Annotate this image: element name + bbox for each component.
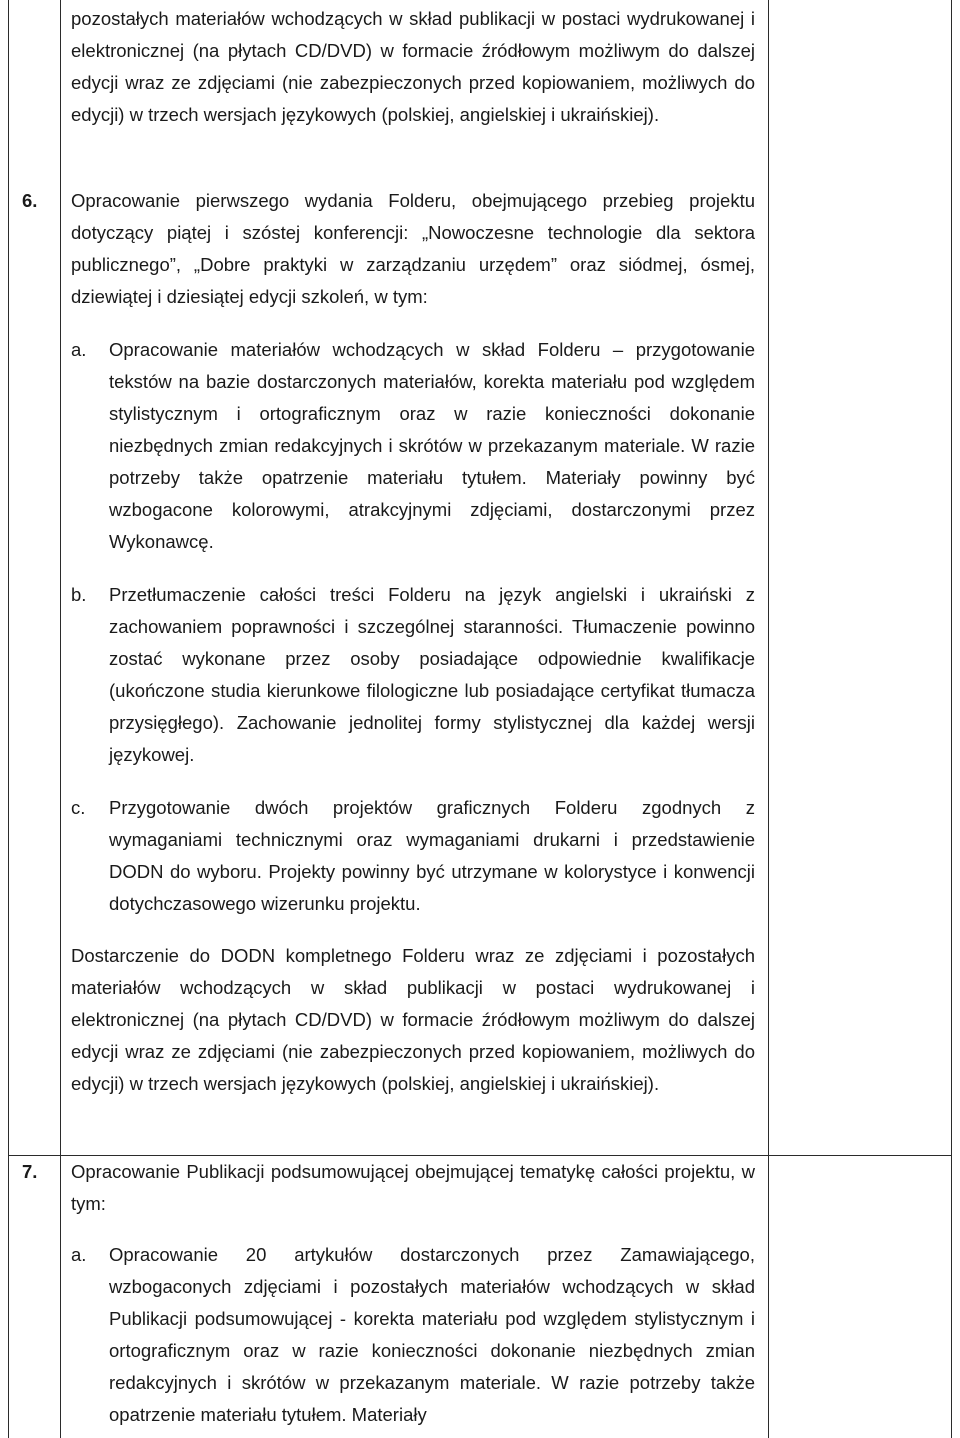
item6-sub-b-text: Przetłumaczenie całości treści Folderu na język angielski i ukraiński z zachowaniem poprawności i szczególnej staranności. Tłumaczenie powinno zostać wykonane przez osoby posiadające odpowiednie kwalifikacje (ukończone studia kierunkowe filologiczne lub posiadające certyfikat tłumacza przysięgłego). Zachowanie jednolitej formy stylistycznej dla każdej wersji językowej.: [109, 584, 755, 765]
table-column-divider: [60, 0, 61, 1438]
item5-tail-paragraph: pozostałych materiałów wchodzących w skład publikacji w postaci wydrukowanej i elektronicznej (na płytach CD/DVD) w formacie źródłowym możliwym do dalszej edycji wraz ze zdjęciami (nie zabezpieczonych przed kopiowaniem, możliwych do edycji) w trzech wersjach językowych (polskiej, angielskiej i ukraińskiej).: [71, 8, 755, 125]
item7-sub-a: [71, 1239, 755, 1431]
item6-delivery-paragraph: Dostarczenie do DODN kompletnego Folderu wraz ze zdjęciami i pozostałych materiałów wchodzących w skład publikacji w postaci wydrukowanej i elektronicznej (na płytach CD/DVD) w formacie źródłowym możliwym do dalszej edycji wraz ze zdjęciami (nie zabezpieczonych przed kopiowaniem, możliwych do edycji) w trzech wersjach językowych (polskiej, angielskiej i ukraińskiej).: [71, 945, 755, 1094]
item6-sub-c-text: Przygotowanie dwóch projektów graficznych Folderu zgodnych z wymaganiami technicznymi oraz wymaganiami drukarni i przedstawienie DODN do wyboru. Projekty powinny być utrzymane w kolorystyce i konwencji dotychczasowego wizerunku projektu.: [109, 797, 755, 914]
item6-sub-b: [71, 579, 755, 771]
item6-intro: Opracowanie pierwszego wydania Folderu, obejmującego przebieg projektu dotyczący piątej i szóstej konferencji: „Nowoczesne technologie dla sektora publicznego”, „Dobre praktyki w zarządzaniu urzędem” oraz siódmej, ósmej, dziewiątej i dziesiątej edycji szkoleń, w tym:: [71, 190, 755, 307]
table-border-left: [8, 0, 9, 1438]
list-label: a.: [71, 339, 87, 360]
table-column-divider: [768, 0, 769, 1438]
item7-number: 7.: [22, 1161, 38, 1182]
list-label: a.: [71, 1244, 87, 1265]
item6-sub-a-text: Opracowanie materiałów wchodzących w skład Folderu – przygotowanie tekstów na bazie dostarczonych materiałów, korekta materiału pod względem stylistycznym i ortograficznym oraz w razie konieczności dokonanie niezbędnych zmian redakcyjnych i skrótów w przekazanym materiale. W razie potrzeby także opatrzenie materiału tytułem. Materiały powinny być wzbogacone kolorowymi, atrakcyjnymi zdjęciami, dostarczonymi przez Wykonawcę.: [109, 339, 755, 552]
item6-sub-c: [71, 792, 755, 920]
item7-sub-a-text: Opracowanie 20 artykułów dostarczonych przez Zamawiającego, wzbogaconych zdjęciami i pozostałych materiałów wchodzących w skład Publikacji podsumowującej - korekta materiału pod względem stylistycznym i ortograficznym oraz w razie konieczności dokonanie niezbędnych zmian redakcyjnych i skrótów w przekazanym materiale. W razie potrzeby także opatrzenie materiału tytułem. Materiały: [109, 1244, 755, 1425]
item6-sub-a: [71, 334, 755, 558]
item7-intro: Opracowanie Publikacji podsumowującej obejmującej tematykę całości projektu, w tym:: [71, 1161, 755, 1214]
list-label: c.: [71, 797, 86, 818]
list-label: b.: [71, 584, 87, 605]
item6-number: 6.: [22, 190, 38, 211]
table-border-right: [951, 0, 952, 1438]
